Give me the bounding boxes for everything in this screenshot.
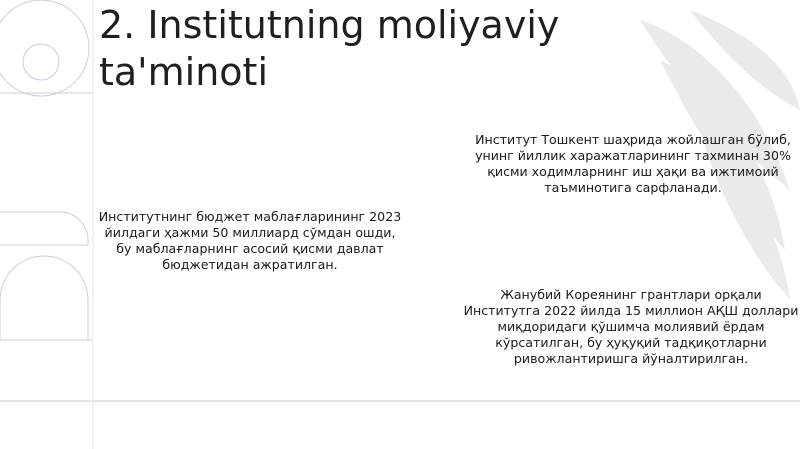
grants-paragraph: Жанубий Кореянинг грантлари орқали Институтга 2022 йилда 15 миллион АҚШ доллари миқдоридаги қўшимча молиявий ёрдам кўрсатилган, бу ҳуқуқий тадқиқотларни ривожлантиришга йўналтирилган. — [463, 287, 799, 366]
slide-title: 2. Institutning moliyaviy ta'minoti — [99, 3, 560, 94]
decor-circle-small — [23, 44, 59, 80]
budget-paragraph: Институтнинг бюджет маблағларининг 2023 йилдаги ҳажми 50 миллиард сўмдан ошди, бу маблағларнинг асосий қисми давлат бюджетидан ажратилган. — [98, 209, 402, 272]
decor-circle-large — [0, 0, 89, 96]
expenses-paragraph: Институт Тошкент шаҳрида жойлашган бўлиб, унинг йиллик харажатларининг тахминан 30% қисми ходимларнинг иш ҳақи ва ижтимоий таъминотига сарфланади. — [475, 132, 791, 195]
decor-arch — [0, 256, 88, 340]
decor-arc-mid — [0, 212, 88, 245]
